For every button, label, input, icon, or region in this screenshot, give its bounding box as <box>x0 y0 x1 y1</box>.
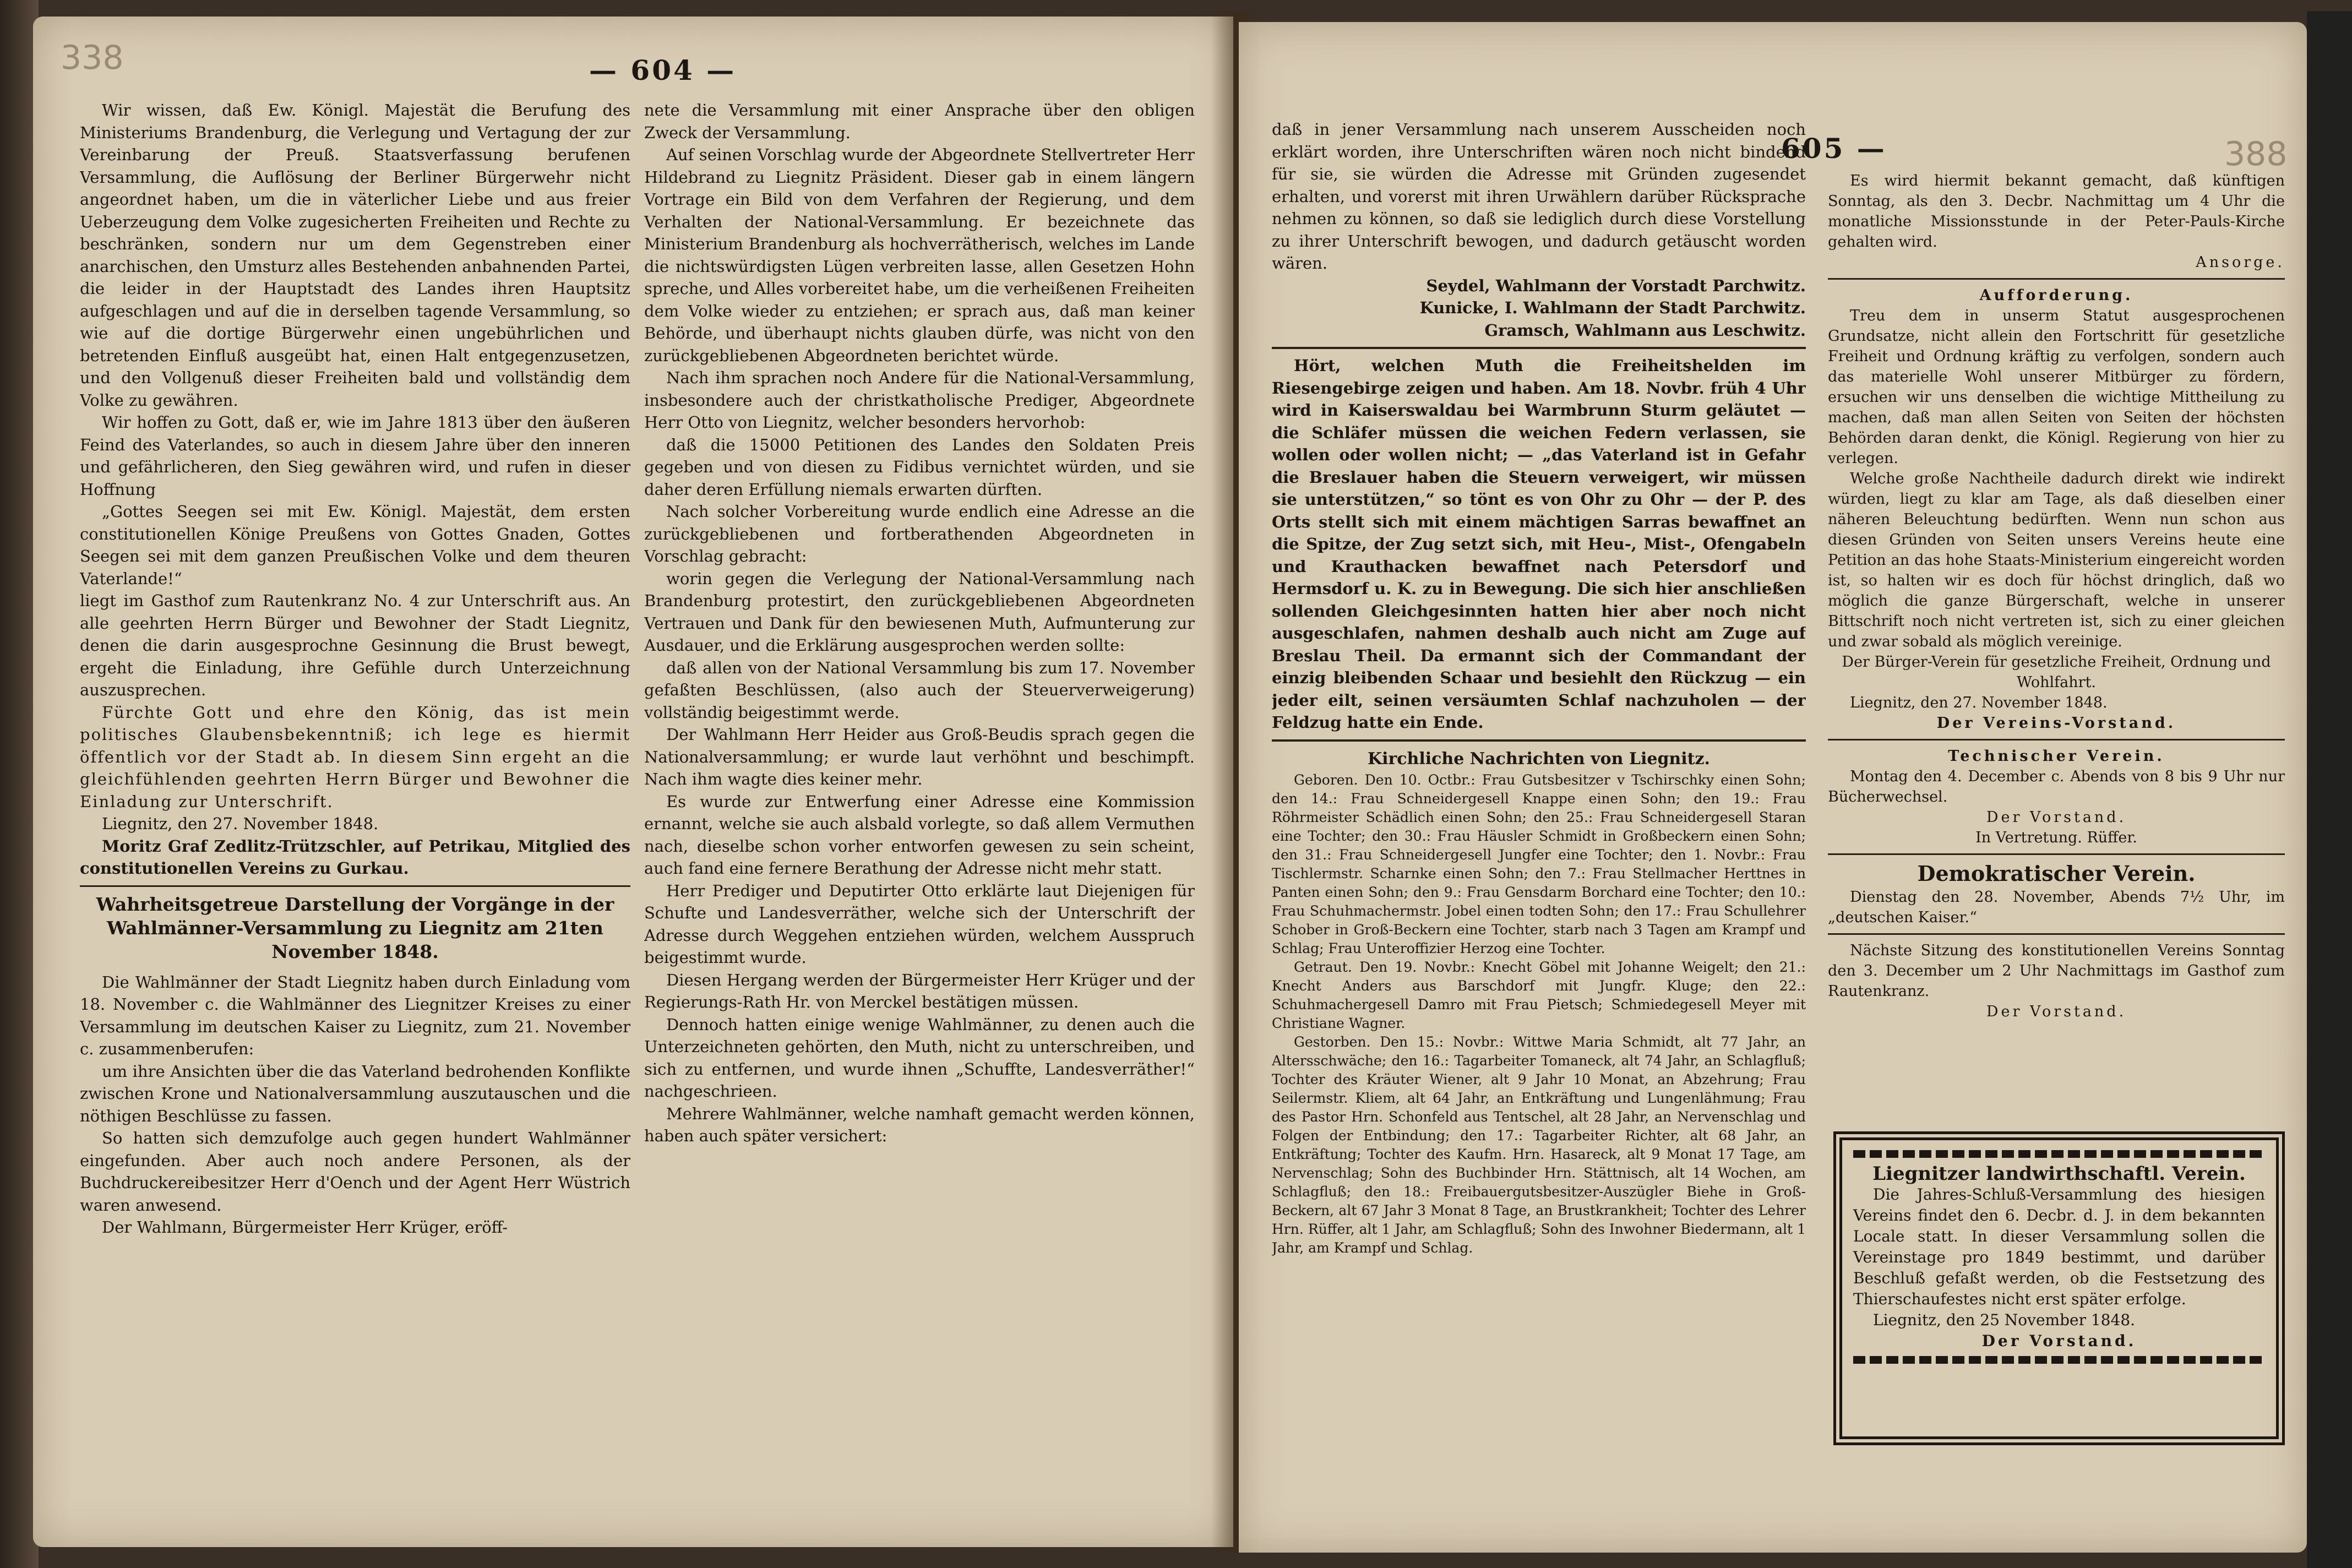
paragraph: nete die Versammlung mit einer Ansprache über den obligen Zweck der Versammlung. <box>644 101 1195 142</box>
quote: „Gottes Seegen sei mit Ew. Königl. Majestät, dem ersten constitutionellen Könige Preußens von Gottes Gnaden, Gottes Seegen sei mit dem ganzen Preußischen Volke und dem theuren Vaterlande!“ <box>80 502 630 588</box>
right-column-1 <box>1272 118 1806 1462</box>
signature: In Vertretung. Rüffer. <box>1975 829 2137 846</box>
paragraph: Hört, welchen Muth die Freiheitshelden im Riesengebirge zeigen und haben. Am 18. Novbr. früh 4 Uhr wird in Kaiserswaldau bei Warmbrunn Sturm geläutet — die Schläfer müssen die weichen Federn verlassen, sie wollen oder wollen nicht; — „das Vaterland ist in Gefahr die Breslauer haben die Steuern verweigert, wir müssen sie unterstützen,“ so tönt es von Ohr zu Ohr — der P. des Orts stellt sich mit einem mächtigen Sarras bewaffnet an die Spitze, der Zug setzt sich, mit Heu-, Mist-, Ofengabeln und Krauthacken bewaffnet nach Petersdorf und Hermsdorf u. K. zu in Bewegung. Die sich hier anschließen sollenden Gleichgesinnten hatten hier aber noch nicht ausgeschlafen, nahmen deshalb auch nicht am Zuge auf Breslau Theil. Da ermannt sich der Commandant der einzig bleibenden Schaar und besiehlt den Rückzug — ein jeder eilt, seinen versäumten Schlaf nachzuholen — der Feldzug hatte ein Ende. <box>1272 356 1806 732</box>
paragraph: Der Wahlmann Herr Heider aus Groß-Beudis sprach gegen die Nationalversammlung; er wurde laut verhöhnt und beschimpft. Nach ihm wagte dies keiner mehr. <box>644 725 1195 788</box>
paragraph: Nach solcher Vorbereitung wurde endlich eine Adresse an die zurückgebliebenen und fortberathenden Abgeordneten in Vorschlag gebracht: <box>644 502 1195 565</box>
paragraph: So hatten sich demzufolge auch gegen hundert Wahlmänner eingefunden. Aber auch noch andere Personen, als der Buchdruckereibesitzer Herr d'Oench und der Agent Herr Wüstrich waren anwesend. <box>80 1129 630 1215</box>
paragraph: Dennoch hatten einige wenige Wahlmänner, zu denen auch die Unterzeichneten gehörten, den Muth, nicht zu unterschreiben, und sich zu entfernen, und wurde ihnen „Schuffte, Landesverräther!“ nachgeschrieen. <box>644 1015 1195 1101</box>
paragraph: Diesen Hergang werden der Bürgermeister Herr Krüger und der Regierungs-Rath Hr. von Merckel bestätigen müssen. <box>644 970 1195 1011</box>
divider <box>1828 933 2285 935</box>
paragraph: liegt im Gasthof zum Rautenkranz No. 4 zur Unterschrift aus. An alle geehrten Herrn Bürger und Bewohner der Stadt Liegnitz, denen die darin ausgesprochne Gesinnung die Brust bewegt, ergeht die Einladung, ihre Gefühle durch Unterzeichnung auszusprechen. <box>80 591 630 699</box>
section-title: Technischer Verein. <box>1948 748 2165 765</box>
paragraph: Mehrere Wahlmänner, welche namhaft gemacht werden können, haben auch später versichert: <box>644 1104 1195 1145</box>
divider <box>1828 853 2285 855</box>
divider <box>1272 739 1806 742</box>
paragraph: Fürchte Gott und ehre den König, das ist mein politisches Glaubensbekenntniß; ich lege es hiermit öffentlich vor der Stadt ab. In diesem Sinn ergeht an die gleichfühlenden geehrten Herrn Bürger und Bewohner die Einladung zur Unterschrift. <box>80 703 630 811</box>
date-line: Liegnitz, den 27. November 1848. <box>102 814 379 833</box>
ornament-border <box>1853 1150 2265 1158</box>
left-column-2 <box>644 99 1195 1531</box>
date-line: Liegnitz, den 25 November 1848. <box>1873 1311 2136 1329</box>
paragraph: daß in jener Versammlung nach unserem Ausscheiden noch erklärt worden, ihre Unterschriften wären noch nicht bindend für sie, sie würden die Adresse mit Gründen zugesendet erhalten, und vorerst mit ihren Urwählern darüber Rücksprache nehmen zu können, so daß sie lediglich durch diese Vorstellung zu ihrer Unterschrift bewogen, und dadurch getäuscht worden wären. <box>1272 120 1806 273</box>
pencil-mark: 338 <box>61 39 124 77</box>
paragraph: Gestorben. Den 15.: Novbr.: Wittwe Maria Schmidt, alt 77 Jahr, an Altersschwäche; den 16.: Tagarbeiter Tomaneck, alt 74 Jahr, an Schlagfluß; Tochter des Kräuter Wiener, alt 9 Jahr 10 Monat, an Abzehrung; Frau Seilermstr. Kliem, alt 64 Jahr, an Entkräftung und Lungenlähmung; Frau des Pastor Hrn. Schonfeld aus Tentschel, alt 28 Jahr, an Nervenschlag und Folgen der Entbindung; den 17.: Tagarbeiter Richter, alt 68 Jahr, an Entkräftung; Tochter des Kaufm. Hrn. Hasareck, alt 9 Monat 17 Tage, am Nervenschlag; Sohn des Buchbinder Hrn. Stättnisch, alt 14 Wochen, am Schlagfluß; den 18.: Freibauergutsbesitzer-Auszügler Biehe in Groß-Beckern, alt 67 Jahr 3 Monat 8 Tage, an Brustkrankheit; Tochter des Lehrer Hrn. Rüffer, alt 1 Jahr, am Schlagfluß; Sohn des Inwohner Biedermann, alt 1 Jahr, am Krampf und Schlag. <box>1272 1033 1806 1256</box>
signature: Der Vereins-Vorstand. <box>1936 715 2176 732</box>
signature: Seydel, Wahlmann der Vorstadt Parchwitz. <box>1426 276 1806 295</box>
paragraph: Nach ihm sprachen noch Andere für die National-Versammlung, insbesondere auch der christkatholische Prediger, Abgeordnete Herr Otto von Liegnitz, welcher besonders hervorhob: <box>644 368 1195 432</box>
left-page <box>33 17 1233 1547</box>
paragraph: Montag den 4. December c. Abends von 8 bis 9 Uhr nur Bücherwechsel. <box>1828 768 2285 805</box>
page-number: — 604 — <box>589 54 737 86</box>
divider <box>80 885 630 887</box>
paragraph: Treu dem in unserm Statut ausgesprochenen Grundsatze, nicht allein den Fortschritt für gesetzliche Freiheit und Ordnung kräftig zu verfolgen, sondern auch das materielle Wohl unserer Mitbürger zu fördern, ersuchen wir uns denselben die wichtige Mittheilung zu machen, daß man allen Seiten von Seiten der höchsten Behörden daran denkt, die Königl. Regierung von hier zu verlegen. <box>1828 307 2285 467</box>
paragraph: Geboren. Den 10. Octbr.: Frau Gutsbesitzer v Tschirschky einen Sohn; den 14.: Frau Schneidergesell Knappe einen Sohn; den 19.: Frau Röhrmeister Schädlich einen Sohn; den 25.: Frau Schneidergesell Staran eine Tochter; den 30.: Frau Häusler Schmidt in Großbeckern einen Sohn; den 31.: Frau Schneidergesell Jungfer eine Tochter; den 1. Novbr.: Frau Tischlermstr. Scharnke einen Sohn; den 7.: Frau Stellmacher Herttnes in Panten einen Sohn; den 9.: Frau Gensdarm Borchard eine Tochter; den 10.: Frau Schuhmachermstr. Jobel einen todten Sohn; den 17.: Frau Schullehrer Schober in Groß-Beckern eine Tochter, starb nach 3 Tagen am Krampf und Schlag; Frau Unteroffizier Herzog eine Tochter. <box>1272 771 1806 956</box>
paragraph: Es wurde zur Entwerfung einer Adresse eine Kommission ernannt, welche sie auch alsbald vorlegte, so daß allem Vermuthen nach, dieselbe schon vorher entworfen gewesen zu sein scheint, auch fand eine fernere Berathung der Adresse nicht mehr statt. <box>644 792 1195 878</box>
ornamental-notice-box <box>1833 1131 2285 1445</box>
pencil-mark: 388 <box>2224 135 2288 173</box>
paragraph: Der Bürger-Verein für gesetzliche Freiheit, Ordnung und Wohlfahrt. <box>1842 654 2271 691</box>
left-column-1 <box>80 99 630 1531</box>
church-news <box>1272 771 1806 1257</box>
section-title: Demokratischer Verein. <box>1917 861 2196 886</box>
paragraph: Nächste Sitzung des konstitutionellen Vereins Sonntag den 3. December um 2 Uhr Nachmittags im Gasthof zum Rautenkranz. <box>1828 942 2285 1000</box>
ornament-border <box>1853 1356 2265 1364</box>
divider <box>1828 739 2285 741</box>
box-title: Liegnitzer landwirthschaftl. Verein. <box>1872 1163 2246 1185</box>
section-title: Kirchliche Nachrichten von Liegnitz. <box>1368 749 1710 769</box>
right-column-2 <box>1828 171 2285 1123</box>
signature: Der Vorstand. <box>1986 809 2127 826</box>
paragraph: um ihre Ansichten über die das Vaterland bedrohenden Konflikte zwischen Krone und Nationalversammlung auszutauschen und die nöthigen Beschlüsse zu fassen. <box>80 1061 630 1125</box>
signature: Der Vorstand. <box>1981 1332 2137 1350</box>
paragraph: Der Wahlmann, Bürgermeister Herr Krüger, eröff- <box>102 1218 508 1237</box>
right-page <box>1239 22 2307 1553</box>
notice: Es wird hiermit bekannt gemacht, daß künftigen Sonntag, als den 3. Decbr. Nachmittag um 4 Uhr die monatliche Missionsstunde in der Peter-Pauls-Kirche gehalten wird. <box>1828 172 2285 251</box>
signature: Gramsch, Wahlmann aus Leschwitz. <box>1484 320 1806 340</box>
page-number: 605 — <box>1781 132 1887 165</box>
paragraph: Auf seinen Vorschlag wurde der Abgeordnete Stellvertreter Herr Hildebrand zu Liegnitz Präsident. Dieser gab in einem längern Vortrage ein Bild von dem Verfahren der Regierung, und dem Verhalten der National-Versammlung. Er bezeichnete das Ministerium Brandenburg als hochverrätherisch, welches im Lande die nichtswürdigsten Lügen verbreiten lasse, allen Gesetzen Hohn spreche, und Alles vorbereitet habe, um die verheißenen Freiheiten dem Volke wieder zu entziehen; er sprach aus, daß man keiner Behörde, und überhaupt nichts glauben dürfe, was nicht von den zurückgebliebenen Abgeordneten berichtet würde. <box>644 145 1195 365</box>
paragraph: daß die 15000 Petitionen des Landes den Soldaten Preis gegeben und von diesen zu Fidibus vernichtet würden, und sie daher deren Erfüllung niemals erwarten dürften. <box>644 435 1195 499</box>
paragraph: Die Wahlmänner der Stadt Liegnitz haben durch Einladung vom 18. November c. die Wahlmänner des Liegnitzer Kreises zu einer Versammlung im deutschen Kaiser zu Liegnitz, zum 21. November c. zusammenberufen: <box>80 972 630 1058</box>
paragraph: worin gegen die Verlegung der National-Versammlung nach Brandenburg protestirt, den zurückgebliebenen Abgeordneten Vertrauen und Dank für den bewiesenen Muth, Aufmunterung zur Ausdauer, und die Erklärung ausgesprochen werden sollte: <box>644 569 1195 655</box>
paragraph: Welche große Nachtheile dadurch direkt wie indirekt würden, liegt zu klar am Tage, als daß dieselben einer näheren Beleuchtung bedürften. Wenn nun schon aus diesen Gründen von Seiten unsers Vereins heute eine Petition an das hohe Staats-Ministerium eingereicht worden ist, so halten wir es doch für höchst dringlich, daß wo möglich die ganze Bürgerschaft, welche in unserer Bittschrift noch nicht vertreten ist, sich zu einer gleichen und zwar sobald als möglich vereinige. <box>1828 470 2285 650</box>
paragraph: Wir hoffen zu Gott, daß er, wie im Jahre 1813 über den äußeren Feind des Vaterlandes, so auch in diesem Jahre über den inneren und gefährlicheren, den Sieg gewähren wird, und rufen in dieser Hoffnung <box>80 413 630 499</box>
paragraph: Herr Prediger und Deputirter Otto erklärte laut Diejenigen für Schufte und Landesverräther, welche sich der Unterschrift der Adresse durch Weggehen entziehen würden, welchem Ausspruch beigestimmt wurde. <box>644 881 1195 967</box>
signature: Moritz Graf Zedlitz-Trützschler, auf Petrikau, Mitglied des constitutionellen Vereins zu Gurkau. <box>80 836 630 878</box>
signature: Der Vorstand. <box>1986 1003 2127 1020</box>
box-text: Die Jahres-Schluß-Versammlung des hiesigen Vereins findet den 6. Decbr. d. J. in dem bekannten Locale statt. In dieser Versammlung sollen die Vereinstage pro 1849 bestimmt, und darüber Beschluß gefaßt werden, ob die Festsetzung des Thierschaufestes nicht erst später erfolge. <box>1853 1185 2265 1308</box>
book-cover-edge <box>2307 11 2352 1568</box>
signature: Ansorge. <box>2196 254 2285 271</box>
paragraph: daß allen von der National Versammlung bis zum 17. November gefaßten Beschlüssen, (also auch der Steuerverweigerung) vollständig beigestimmt werde. <box>644 658 1195 722</box>
date-line: Liegnitz, den 27. November 1848. <box>1850 694 2108 711</box>
article-title: Wahrheitsgetreue Darstellung der Vorgänge in der Wahlmänner-Versammlung zu Liegnitz am 21ten November 1848. <box>96 893 614 962</box>
paragraph: Wir wissen, daß Ew. Königl. Majestät die Berufung des Ministeriums Brandenburg, die Verlegung und Vertagung der zur Vereinbarung der Preuß. Staatsverfassung berufenen Versammlung, die Auflösung der Berliner Bürgerwehr nicht angeordnet haben, um die in väterlicher Liebe und aus freier Ueberzeugung dem Volke zugesicherten Freiheiten und Rechte zu beschränken, sondern nur um dem Gegenstreben einer anarchischen, den Umsturz alles Bestehenden anbahnenden Partei, die leider in der Hauptstadt des Landes ihren Hauptsitz aufgeschlagen und auf die in derselben tagende Versammlung, so wie auf die dortige Bürgerwehr einen ungebührlichen und betretenden Einfluß ausgeübt hat, einen Halt entgegenzusetzen, und den Vollgenuß dieser Freiheiten bald und vollständig dem Volke zu gewähren. <box>80 101 630 410</box>
paragraph: Dienstag den 28. November, Abends 7½ Uhr, im „deutschen Kaiser.“ <box>1828 889 2285 926</box>
divider <box>1828 278 2285 280</box>
signature: Kunicke, I. Wahlmann der Stadt Parchwitz. <box>1419 298 1806 317</box>
divider <box>1272 347 1806 349</box>
paragraph: Getraut. Den 19. Novbr.: Knecht Göbel mit Johanne Weigelt; den 21.: Knecht Anders aus Barschdorf mit Jungfr. Kluge; den 22.: Schuhmachergesell Damro mit Frau Pietsch; Schmiedegesell Meyer mit Christiane Wagner. <box>1272 959 1806 1031</box>
section-title: Aufforderung. <box>1979 287 2133 304</box>
